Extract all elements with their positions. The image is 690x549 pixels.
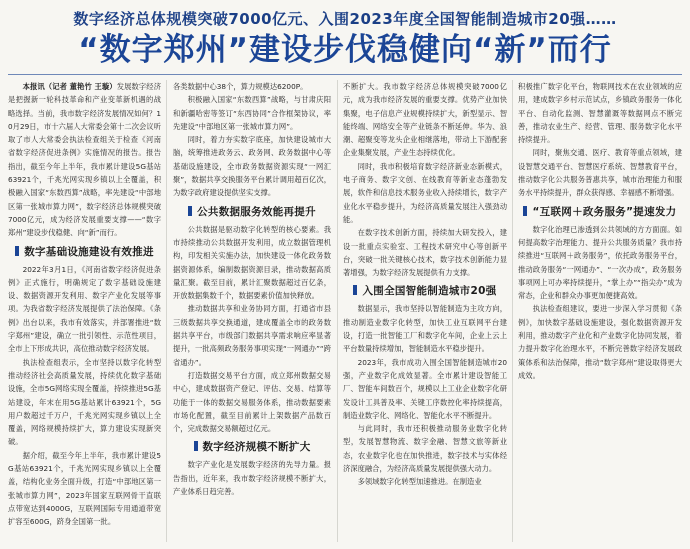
paragraph: 与此同时，我市还积极推动服务业数字化转型，发展智慧物流、数字金融、智慧文旅等新业态，农业数字化也在加快推进，数字技术与实体经济深度融合，为经济高质量发展提供强大动力。 (343, 424, 507, 474)
headline: “数字郑州”建设步伐稳健向“新”而行 (78, 32, 612, 68)
section-heading: “互联网＋政务服务”提速发力 (518, 205, 682, 219)
column-divider (337, 80, 338, 542)
heading-marker (194, 441, 198, 451)
paragraph: 同时，我市积极培育数字经济新业态新模式，电子商务、数字文创、在线教育等新业态蓬勃发展，软件和信息技术服务业收入持续增长，数字产业化水平稳步提升，为经济高质量发展注入强劲动能。 (343, 161, 507, 224)
section-heading: 数字经济规模不断扩大 (173, 440, 331, 454)
paragraph: 同时，着力夯实数字底座，加快建设城市大脑，统筹推进政务云、政务网、政务数据中心等基础设施建设，全市政务数据资源实现“一网汇聚”，数据共享交换服务平台累计调用超百亿次，为数字政府建设提供坚实支撑。 (173, 135, 331, 198)
paragraph: 同时，聚焦交通、医疗、教育等重点领域，建设智慧交通平台、智慧医疗系统、智慧教育平台，推动数字化公共服务普惠共享，城市治理能力和服务水平持续提升，群众获得感、幸福感不断增强。 (518, 148, 682, 198)
article-column-4 (518, 80, 682, 545)
paragraph: 积极推广数字化平台，物联网技术在农业领域的应用，建成数字乡村示范试点，乡镇政务服务一体化平台、自动化监测、智慧灌溉等数据网点不断完善，推动农业生产、经营、管理、服务数字化水平持续提升。 (518, 82, 682, 145)
headline-rule (8, 74, 682, 75)
paragraph: 各类数据中心38个，算力规模达6200P。 (173, 82, 308, 91)
byline: 本报讯（记者 董艳竹 王璇） (22, 82, 117, 91)
paragraph: 执法检查组表示，全市坚持以数字化转型推动经济社会高质量发展，持续优化数字基础设施，全市5G网络实现全覆盖，持续推进5G基站建设，年末在用5G基站累计63921个，5G用户数超过千万户，千兆光网实现乡镇以上全覆盖，网络规模持续扩大，算力建设实现新突破。 (8, 357, 161, 447)
heading-marker (523, 206, 527, 216)
section-heading: 公共数据服务效能再提升 (173, 205, 331, 219)
paragraph: 多领域数字化转型加速推进。在制造业 (357, 477, 482, 487)
paragraph: 打造数据交易平台方面，成立郑州数据交易中心，建成数据资产登记、评估、交易、结算等功能于一体的数据交易服务体系，推动数据要素市场化配置，截至目前累计上架数据产品数百个，完成数据交易额超过亿元。 (173, 370, 331, 434)
paragraph: 不断扩大。我市数字经济总体规模突破7000亿元，成为我市经济发展的重要支撑。优势产业加快集聚，电子信息产业规模持续扩大，新型显示、智能终端、网络安全等产业链条不断延伸。华为、浪潮、超聚变等龙头企业相继落地，带动上下游配套企业集聚发展，产业生态持续优化。 (343, 82, 507, 158)
lead-text: 发展数字经济是把握新一轮科技革命和产业变革新机遇的战略选择。当前，我市数字经济发展情况如何？10月29日，市十六届人大常委会第十二次会议听取了市人大常委会执法检查组关于检查《河南省数字经济促进条例》实施情况的报告。报告指出，截至今年上半年，我市累计建设5G基站63921个，千兆光网实现乡镇以上全覆盖，积极融入国家“东数西算”战略，率先建设“中部地区第一张城市算力网”，数字经济总体规模突破7000亿元，成为经济发展重要支撑——“数字郑州”建设步伐稳健、向“新”而行。 (8, 82, 161, 238)
section-heading: 入围全国智能制造城市20强 (343, 284, 507, 298)
heading-marker (353, 285, 357, 295)
kicker-line: 数字经济总体规模突破7000亿元、入围2023年度全国智能制造城市20强…… (73, 10, 617, 28)
article-column-1 (8, 80, 161, 545)
paragraph: 积极融入国家“东数西算”战略，与甘肃庆阳和新疆哈密等签订“东西协同”合作框架协议，率先建设“中部地区第一张城市算力网”。 (173, 95, 331, 131)
heading-marker (188, 206, 192, 216)
paragraph: 执法检查组建议，要进一步深入学习贯彻《条例》，加快数字基础设施建设，强化数据资源开发利用，推动数字产业化和产业数字化协同发展，着力提升数字化治理水平，不断完善数字经济发展政策体系和法治保障，推动“数字郑州”建设取得更大成效。 (518, 304, 682, 380)
article-column-3 (343, 80, 507, 545)
article-column-2 (173, 80, 331, 545)
paragraph: 据介绍，截至今年上半年，我市累计建设5G基站63921个，千兆光网实现乡镇以上全覆盖，结构化业务全面升级，打造“中部地区第一张城市算力网”，2023年国家互联网骨干直联点带宽达到4000G，互联网国际专用通道带宽扩容至600G，跻身全国第一批。 (8, 450, 161, 527)
paragraph: 2022年3月1日，《河南省数字经济促进条例》正式施行，明确规定了数字基础设施建设、数据资源开发利用、数字产业化发展等事项。为我省数字经济发展提供了法治保障。《条例》出台以来，我市有效落实，并部署推进“数字郑州”建设，确立一批引领性、示范性项目，全市上下形成共识，高位推动数字经济发展。 (8, 264, 161, 354)
paragraph: 数字产业化是发展数字经济的先导力量。报告指出，近年来，我市数字经济规模不断扩大，产业体系日趋完善。 (173, 460, 331, 497)
column-divider (166, 80, 167, 542)
lead-paragraph (8, 80, 161, 240)
paragraph: 数据显示，我市坚持以智能制造为主攻方向，推动制造业数字化转型，加快工业互联网平台建设，打造一批智能工厂和数字化车间，企业上云上平台数量持续增加，智能制造水平稳步提升。 (343, 304, 507, 354)
paragraph: 2023年，我市成功入围全国智能制造城市20强，产业数字化成效显著。全市累计建设智能工厂、智能车间数百个，规模以上工业企业数字化研发设计工具普及率、关键工序数控化率持续提高，制造业数字化、网络化、智能化水平不断提升。 (343, 357, 507, 420)
heading-marker (15, 246, 19, 256)
section-heading: 数字基础设施建设有效推进 (8, 245, 161, 259)
paragraph: 公共数据是驱动数字化转型的核心要素。我市持续推动公共数据开发利用，成立数据管理机构，印发相关实施办法，加快建设一体化政务数据资源体系，编制数据资源目录，推动数据高质量汇聚。截至目前，累计汇聚数据超过百亿条，开放数据集数千个，数据要素价值加快释放。 (173, 224, 331, 301)
paragraph: 在数字技术创新方面，持续加大研发投入，建设一批重点实验室、工程技术研究中心等创新平台，突破一批关键核心技术，数字技术创新能力显著增强，为数字经济发展提供有力支撑。 (343, 228, 507, 278)
paragraph: 数字化治理已渗透到公共领域的方方面面。如何提高数字治理能力、提升公共服务质量？我市持续推进“互联网＋政务服务”，依托政务服务平台，推动政务服务“一网通办”、“一次办成”，政务服务事项网上可办率持续提升，“掌上办”“指尖办”成为常态，企业和群众办事更加便捷高效。 (518, 224, 682, 301)
paragraph: 推动数据共享和业务协同方面，打通省市县三级数据共享交换通道，建成覆盖全市的政务数据共享平台，市级部门数据共享需求响应率显著提升，一批高频政务服务事项实现“一网通办”“跨省通办”。 (173, 304, 331, 367)
column-divider (512, 80, 513, 542)
